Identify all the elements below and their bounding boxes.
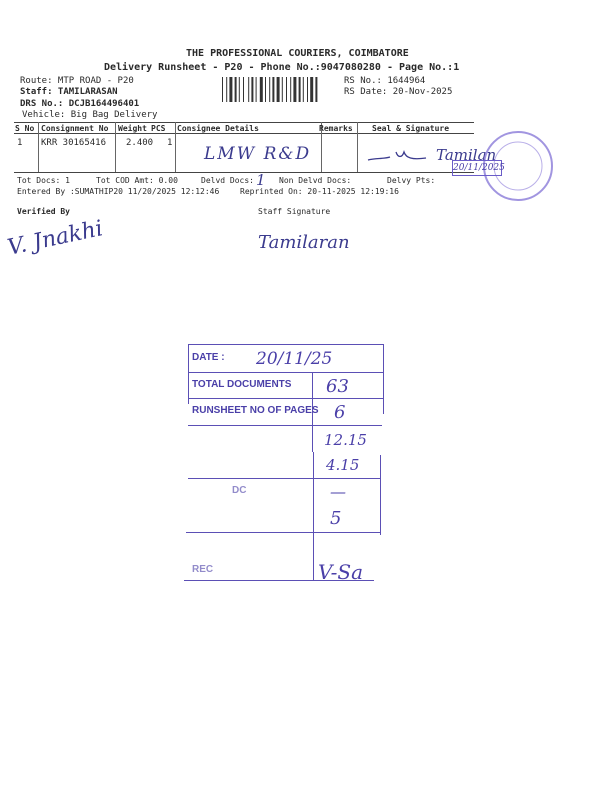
col-header-consignee: Consignee Details: [177, 124, 259, 133]
consignee-handwriting: LMW R&D: [204, 144, 312, 164]
table-header-border: [14, 133, 474, 134]
stamp-border: [188, 478, 380, 479]
stamp-border: [380, 455, 381, 535]
col-divider: [115, 122, 116, 172]
company-name: THE PROFESSIONAL COURIERS, COIMBATORE: [186, 48, 409, 59]
stamp-runsheet-pages-value: 6: [334, 402, 346, 423]
stamp-time-out: 12.15: [324, 431, 367, 449]
stamp-date-box: 20/11/2025: [452, 160, 502, 176]
barcode: [222, 77, 340, 102]
col-header-remarks: Remarks: [319, 124, 353, 133]
seal-scribble: [366, 140, 436, 170]
non-delvd-docs: Non Delvd Docs:: [279, 176, 352, 185]
col-header-consignment: Consignment No: [41, 124, 109, 133]
staff-signature: Tamilaran: [258, 232, 350, 253]
col-header-weight: Weight: [118, 124, 147, 133]
tot-docs: Tot Docs: 1: [17, 176, 70, 185]
row-sno: 1: [17, 138, 23, 148]
verified-by-label: Verified By: [17, 207, 70, 216]
tot-cod: Tot COD Amt: 0.00: [96, 176, 178, 185]
table-top-border: [14, 122, 474, 123]
row-consignment: KRR 30165416: [41, 138, 107, 148]
col-header-pcs: PCS: [151, 124, 166, 133]
stamp-border: [313, 452, 314, 580]
delvd-docs: Delvd Docs:: [201, 176, 254, 185]
route-info: Route: MTP ROAD - P20: [20, 76, 134, 86]
stamp-total-docs-label: TOTAL DOCUMENTS: [192, 379, 292, 390]
col-header-seal: Seal & Signature: [372, 124, 450, 133]
stamp-border: [188, 425, 382, 426]
stamp-date-value: 20/11/25: [256, 349, 333, 369]
entered-by: Entered By :SUMATHIP20 11/20/2025 12:12:46: [17, 187, 220, 196]
stamp-sign: V-Sa: [318, 560, 363, 584]
table-bottom-border: [14, 172, 474, 173]
drs-number: DRS No.: DCJB164496401: [20, 99, 140, 109]
staff-signature-label: Staff Signature: [258, 207, 331, 216]
stamp-date-label: DATE :: [192, 352, 225, 363]
stamp-time-in: 4.15: [326, 456, 360, 474]
stamp-border: [188, 398, 384, 399]
stamp-border: [188, 372, 384, 373]
delvy-pts: Delvy Pts:: [387, 176, 436, 185]
stamp-partial-dc: DC: [232, 485, 247, 496]
vehicle-info: Vehicle: Big Bag Delivery: [22, 110, 158, 120]
stamp-border: [188, 344, 384, 345]
stamp-border: [188, 344, 189, 404]
col-divider: [357, 122, 358, 172]
row-pcs: 1: [167, 138, 173, 148]
stamp-runsheet-pages-label: RUNSHEET NO OF PAGES: [192, 405, 319, 416]
stamp-partial-rec: REC: [192, 564, 214, 575]
reprinted-on: Reprinted On: 20-11-2025 12:19:16: [240, 187, 399, 196]
seal-signature: Tamilan: [436, 146, 497, 164]
staff-info: Staff: TAMILARASAN: [20, 87, 118, 97]
stamp-total-docs-value: 63: [326, 376, 349, 397]
row-weight: 2.400: [126, 138, 154, 148]
rs-number: RS No.: 1644964: [344, 76, 426, 86]
stamp-border: [383, 344, 384, 414]
delvd-docs-value: 1: [256, 171, 266, 189]
stamp-count-value: 5: [330, 508, 342, 529]
col-header-sno: S No: [15, 124, 35, 133]
col-divider: [175, 122, 176, 172]
verified-signature: V. Jnakhi: [5, 216, 106, 261]
runsheet-title: Delivery Runsheet - P20 - Phone No.:9047080280 - Page No.:1: [104, 62, 460, 73]
rs-date: RS Date: 20-Nov-2025: [344, 87, 453, 97]
stamp-dash-value: —: [330, 482, 346, 501]
stamp-border: [186, 532, 380, 533]
col-divider: [38, 122, 39, 172]
